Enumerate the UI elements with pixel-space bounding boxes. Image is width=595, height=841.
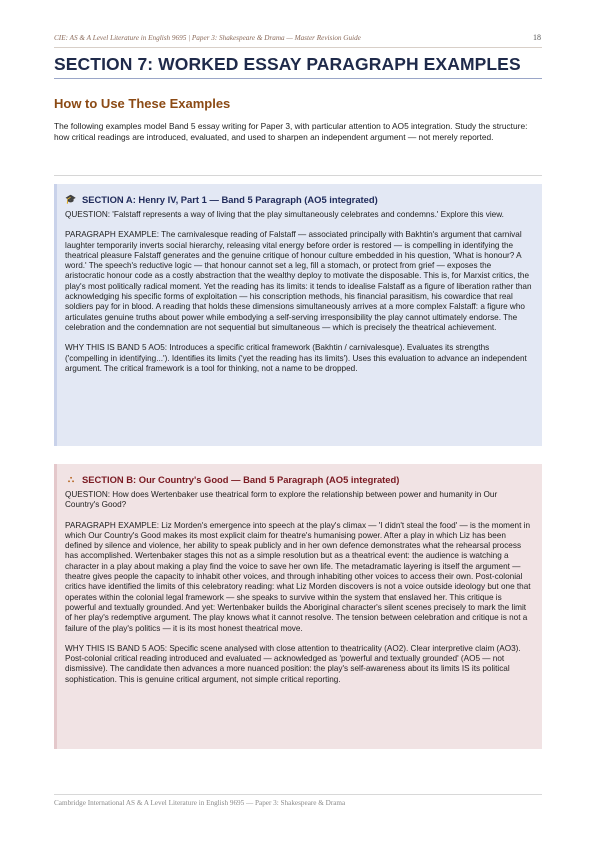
section-b-box <box>54 464 542 749</box>
intro-text: The following examples model Band 5 essay writing for Paper 3, with particular attention to AO5 integration. Study the structure: how critical readings are introduced, evaluated, and used to sharpen an independent argument — not merely reported. <box>54 121 528 142</box>
header-divider <box>54 47 542 48</box>
section-a-why: WHY THIS IS BAND 5 AO5: Introduces a specific critical framework (Bakhtin / carnivalesque). Evaluates its strengths ('compelling in identifying...'). Identifies its limits ('yet the reading has its limits'). Uses this evaluation to advance an independent argument. The critical framework is a tool for thinking, not a name to be dropped. <box>65 343 527 373</box>
section-a-heading-row <box>65 194 533 205</box>
section-title: SECTION 7: WORKED ESSAY PARAGRAPH EXAMPLES <box>54 54 521 74</box>
mortarboard-icon: 🎓 <box>65 194 77 204</box>
section-b-heading-row <box>65 474 533 485</box>
section-b-why: WHY THIS IS BAND 5 AO5: Specific scene analysed with close attention to theatricality (AO2). Clear interpretive claim (AO3). Post-colonial critical reading introduced and evaluated — acknowledged as 'powerful and textually grounded' (AO5 — not dismissive). The candidate then advances a more nuanced position: the play's self-awareness about its limits IS its political sophistication. This is genuine critical argument, not simple critical reporting. <box>65 643 521 684</box>
page-number: 18 <box>533 33 541 42</box>
section-a-question: QUESTION: 'Falstaff represents a way of living that the play simultaneously celebrates and condemns.' Explore this view. <box>65 210 504 219</box>
footer-text: Cambridge International AS & A Level Literature in English 9695 — Paper 3: Shakespeare & Drama <box>54 799 346 807</box>
section-b-heading: SECTION B: Our Country's Good — Band 5 Paragraph (AO5 integrated) <box>82 474 400 485</box>
section-a-box <box>54 184 542 446</box>
title-divider <box>54 78 542 79</box>
intro-divider <box>54 175 542 176</box>
theatre-icon: ⛬ <box>67 474 75 484</box>
section-b-question: QUESTION: How does Wertenbaker use theatrical form to explore the relationship between power and humanity in Our Country's Good? <box>65 490 498 510</box>
footer-divider <box>54 794 542 795</box>
section-a-heading: SECTION A: Henry IV, Part 1 — Band 5 Paragraph (AO5 integrated) <box>82 194 378 205</box>
section-a-paragraph: PARAGRAPH EXAMPLE: The carnivalesque reading of Falstaff — associated principally with Bakhtin's argument that carnival laughter temporarily inverts social hierarchy, releasing vital energy before order is restored — is compelling in identifying the theatrical pleasure Falstaff generates and the genuine critique of honour culture embedded in his question, 'What is honour? A word.' The speech's reductive logic — that honour cannot set a leg, fill a stomach, or protect from grief — exposes the aristocratic honour code as a costly abstraction that the wealthy deploy to motivate the disposable. This is, for Marxist critics, the play's most politically radical moment. Yet the reading has its limits: it tends to idealise Falstaff as a figure of liberation rather than acknowledging his specific forms of exploitation — his conscription methods, his financial parasitism, his cowardice that real soldiers pay for in blood. A reading that holds these dimensions simultaneously arrives at a more complex Falstaff: a figure who articulates genuine truths about power while embodying a self-serving irresponsibility the play cannot ultimately endorse. The celebration and the condemnation are not sequential but simultaneous — which is precisely the theatrical achievement. <box>65 230 532 332</box>
running-header: CIE: AS & A Level Literature in English 9695 | Paper 3: Shakespeare & Drama — Master Revision Guide <box>54 34 361 42</box>
intro-heading: How to Use These Examples <box>54 96 231 111</box>
section-b-paragraph: PARAGRAPH EXAMPLE: Liz Morden's emergence into speech at the play's climax — 'I didn't steal the food' — is the moment in which Our Country's Good makes its most explicit claim for theatre's humanising power. After a play in which Liz has been defined by silence and violence, her ability to speak publicly and in her own defence demonstrates what the rehearsal process has accomplished. Wertenbaker stages this not as a simple resolution but as a theatrical event: the audience is watching a character in a play about making a play find the voice to save her own life. The metadramatic layering is itself the argument — theatre gives people the capacity to inhabit other voices, and through inhabiting other voices to access their own. Post-colonial critics have identified the limits of this celebratory reading: what Liz Morden discovers is not a voice outside ideology but one that operates within the colonial legal framework — she speaks to survive within the system that enslaved her. This critique is powerful and textually grounded. And yet: Wertenbaker builds the Aboriginal character's silent scenes precisely to mark the limit of her play's redemptive argument. The play knows what it cannot resolve. The tension between celebration and critique is not a failure of the play's politics — it is its most honest theatrical move. <box>65 520 531 633</box>
